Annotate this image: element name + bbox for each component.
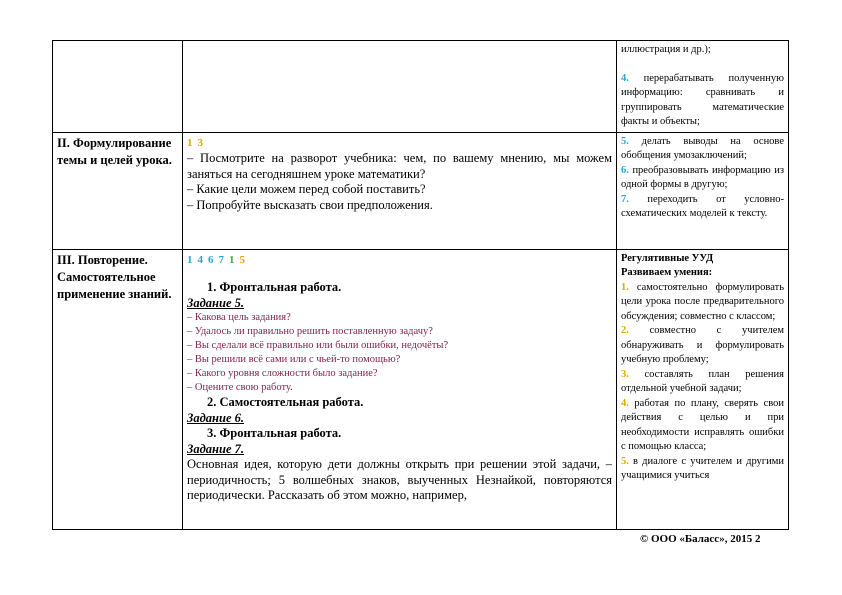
uud-item-text: делать выводы на основе обобщения умозаключений; <box>621 135 784 161</box>
content-cell <box>183 249 617 529</box>
task-5-label: Задание 5. <box>187 295 245 310</box>
question-line: – Какова цель задания? <box>187 312 291 323</box>
uud-item <box>621 455 784 484</box>
footer-copyright: © ООО «Баласс», 2015 2 <box>640 533 761 545</box>
stage-title: II. Формулирование темы и целей урока. <box>53 132 183 249</box>
uud-item-text: работая по плану, сверять свои действия с целью и при необходимости исправлять ошибки с помощью класса; <box>621 397 784 452</box>
question-line: – Вы сделали всё правильно или были ошибки, недочёты? <box>187 340 449 351</box>
table-row <box>53 132 789 249</box>
teacher-lines <box>187 151 612 213</box>
task-7-text: Основная идея, которую дети должны открыть при решении этой задачи, – периодичность; 5 волшебных знаков, выученных Незнайкой, повторяются периодически. Рассказать об этом можно, например, <box>187 457 612 502</box>
uud-item <box>621 281 784 325</box>
uud-item-number: 2. <box>621 325 650 336</box>
uud-item-text: иллюстрация и др.); <box>621 44 711 55</box>
task-6-label: Задание 6. <box>187 410 245 425</box>
uud-item <box>621 72 784 130</box>
number-markers <box>187 135 612 152</box>
uud-item <box>621 397 784 455</box>
uud-item-text: самостоятельно формулировать цели урока после предварительного обсуждения; совместно с классом; <box>621 281 785 322</box>
uud-item-text: составлять план решения отдельной учебной задачи; <box>621 368 784 394</box>
uud-list <box>621 281 784 484</box>
uud-item-text: преобразовывать информацию из одной формы в другую; <box>621 164 784 190</box>
uud-item <box>621 43 784 58</box>
uud-list <box>621 135 784 222</box>
number-marker: 7 <box>218 253 224 266</box>
teacher-line: – Посмотрите на разворот учебника: чем, по вашему мнению, мы можем заняться на сегодняшнем уроке математики? <box>187 151 612 181</box>
heading-independent: 2. Самостоятельная работа. <box>207 395 364 409</box>
task-7-label: Задание 7. <box>187 441 245 456</box>
question-line: – Какого уровня сложности было задание? <box>187 368 378 379</box>
question-line: – Удалось ли правильно решить поставленную задачу? <box>187 326 433 337</box>
stage-title: III. Повторение. Самостоятельное применение знаний. <box>53 249 183 529</box>
uud-title: Регулятивные УУД <box>621 252 714 264</box>
content-cell <box>183 132 617 249</box>
uud-item-number: 5. <box>621 455 634 467</box>
uud-item-text: перерабатывать полученную информацию: сравнивать и группировать математические факты и объекты; <box>621 72 784 127</box>
uud-list <box>621 43 784 130</box>
content-cell <box>183 41 617 133</box>
lesson-table <box>52 40 789 530</box>
table-row <box>53 41 789 133</box>
uud-item-number: 7. <box>621 193 648 205</box>
uud-item <box>621 193 784 222</box>
stage-cell <box>53 41 183 133</box>
number-marker: 4 <box>197 253 203 266</box>
uud-item <box>621 368 784 397</box>
question-line: – Вы решили всё сами или с чьей-то помощью? <box>187 354 401 365</box>
uud-cell <box>617 41 789 133</box>
number-marker: 3 <box>197 136 203 149</box>
uud-item <box>621 135 784 164</box>
uud-cell <box>617 132 789 249</box>
number-marker: 1 <box>187 253 193 266</box>
uud-subtitle: Развиваем умения: <box>621 267 713 278</box>
question-line: – Оцените свою работу. <box>187 382 293 393</box>
uud-item <box>621 324 784 368</box>
number-marker: 1 <box>229 253 235 266</box>
uud-item-number: 6. <box>621 164 633 176</box>
uud-item-number: 4. <box>621 72 644 84</box>
heading-frontal-3: 3. Фронтальная работа. <box>207 426 342 440</box>
uud-item-text: переходить от условно-схематических моделей к тексту. <box>621 193 784 219</box>
teacher-line: – Попробуйте высказать свои предположения. <box>187 197 433 212</box>
uud-item-number: 4. <box>621 397 635 409</box>
number-marker: 5 <box>239 253 245 266</box>
uud-item-text: совместно с учителем обнаруживать и формулировать учебную проблему; <box>621 325 784 365</box>
uud-item-text: в диалоге с учителем и другими учащимися учиться <box>621 455 784 481</box>
number-marker: 6 <box>208 253 214 266</box>
uud-item-number: 1. <box>621 281 637 293</box>
uud-item-number: 3. <box>621 368 645 380</box>
uud-cell <box>617 249 789 529</box>
number-markers <box>187 252 612 269</box>
uud-item <box>621 164 784 193</box>
heading-frontal-1: 1. Фронтальная работа. <box>207 280 342 294</box>
teacher-line: – Какие цели можем перед собой поставить? <box>187 182 426 196</box>
number-marker: 1 <box>187 136 193 149</box>
questions-list <box>187 311 612 395</box>
uud-item-number: 5. <box>621 135 642 147</box>
table-row <box>53 249 789 529</box>
